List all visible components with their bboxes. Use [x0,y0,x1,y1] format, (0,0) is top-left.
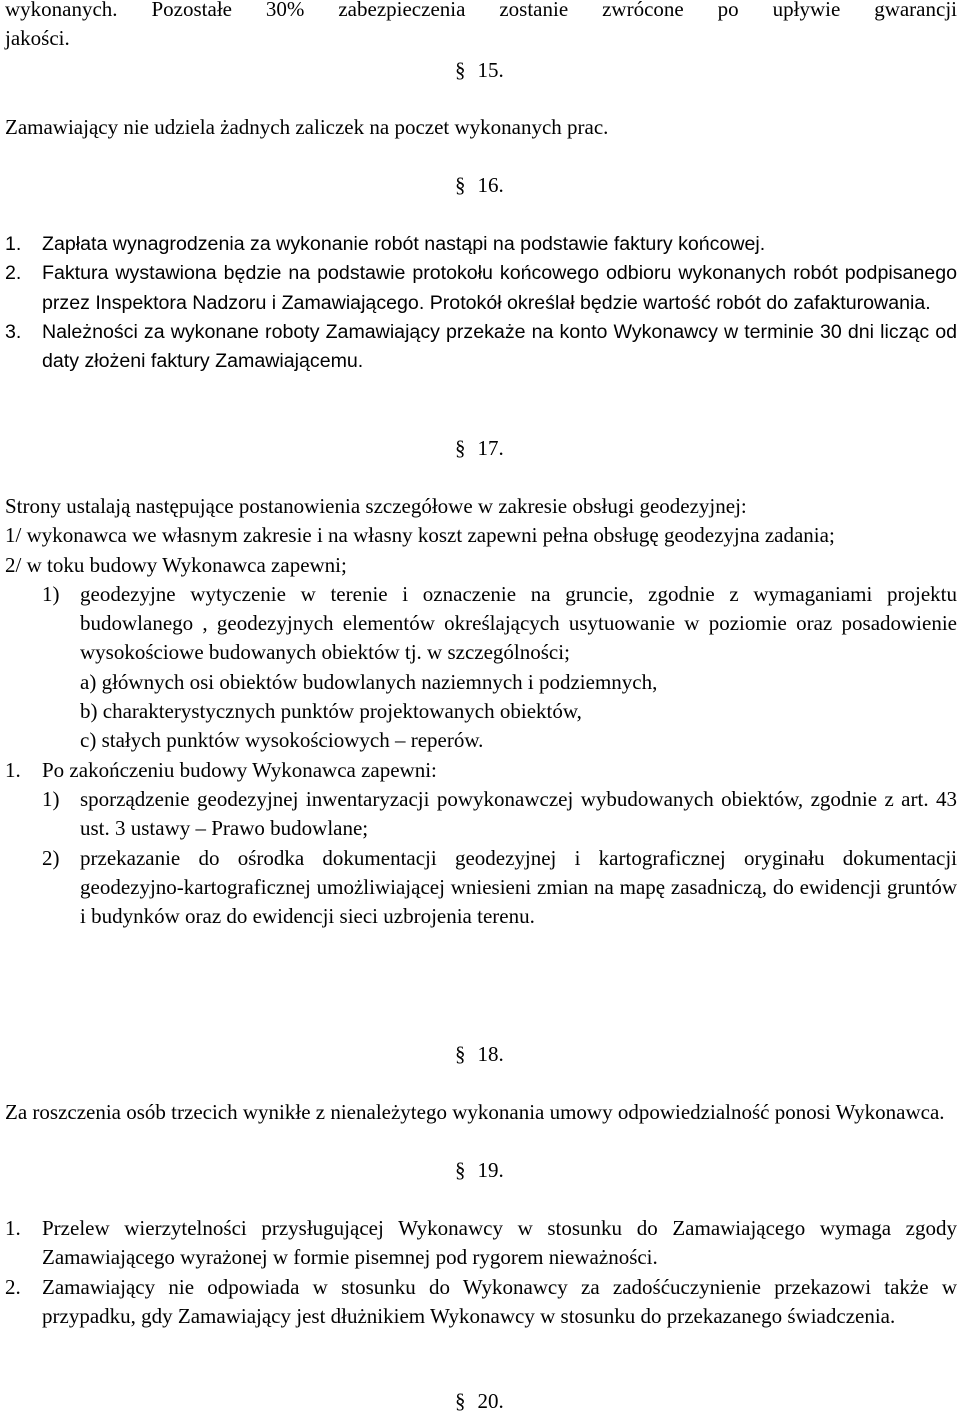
section-18-heading [455,1040,504,1069]
list-item [42,580,957,668]
item-text: Po zakończeniu budowy Wykonawca zapewni: [42,757,437,782]
section-19-heading [455,1156,504,1185]
section-sign: § [455,58,466,82]
top-line-2: jakości. [5,26,70,51]
section-number: 20. [477,1389,504,1413]
item-number: 2. [5,1274,21,1299]
section-sign: § [455,1042,466,1066]
section-number: 17. [477,436,504,460]
section-20-heading [455,1387,504,1416]
list-item [5,230,957,259]
section-16-list [5,230,957,376]
list-item [5,259,957,318]
item-number: 1. [5,1216,21,1240]
item-text: geodezyjne wytyczenie w terenie i oznaczenie na gruncie, zgodnie z wymaganiami projektu budowlanego , geodezyjnych elementów określających usytuowanie w poziomie oraz posadowienie wysokościowe budowanych obiektów tj. w szczególności; [80,581,957,665]
item-number: 3. [5,320,22,343]
section-15-heading [455,56,504,85]
item-text: Faktura wystawiona będzie na podstawie protokołu końcowego odbioru wykonanych robót podpisanego przez Inspektora Nadzoru i Zamawiającego. Protokół określał będzie wartość robót do zafakturowania. [42,262,957,314]
list-item [5,1273,957,1332]
section-15-text: Zamawiający nie udziela żadnych zaliczek na poczet wykonanych prac. [5,115,609,139]
section-sign: § [455,436,466,460]
clause-2: 2/ w toku budowy Wykonawca zapewni; [5,552,347,577]
item-number: 2) [42,845,60,870]
completion-subitems [5,785,957,931]
section-sign: § [455,1158,466,1182]
list-item-c: c) stałych punktów wysokościowych – reperów. [80,728,484,753]
item-text: Należności za wykonane roboty Zamawiający przekaże na konto Wykonawcy w terminie 30 dni licząc od daty złożeni faktury Zamawiającemu. [42,320,957,373]
clause-2-subitems [5,580,957,756]
section-number: 18. [477,1042,504,1066]
item-text: Zamawiający nie odpowiada w stosunku do Wykonawcy za zadośćuczynienie przekazowi także w przypadku, gdy Zamawiający jest dłużnikiem Wykonawcy w stosunku do przekazanego świadczenia. [42,1274,957,1328]
top-line-1: wykonanych. Pozostałe 30% zabezpieczenia zostanie zwrócone po upływie gwarancji [5,0,957,21]
list-item [5,1214,957,1273]
section-15-paragraph [5,113,957,142]
section-16-heading [455,171,504,200]
section-17-intro: Strony ustalają następujące postanowienia szczegółowe w zakresie obsługi geodezyjnej: [5,494,747,518]
section-sign: § [455,173,466,197]
letter-list [42,668,957,756]
section-sign: § [455,1389,466,1413]
list-item-b: b) charakterystycznych punktów projektowanych obiektów, [80,699,582,724]
item-number: 2. [5,262,22,285]
item-number: 1) [42,581,60,606]
section-17-heading [455,434,504,463]
list-item [5,318,957,377]
list-item-a: a) głównych osi obiektów budowlanych naziemnych i podziemnych, [80,669,658,694]
section-18-text: Za roszczenia osób trzecich wynikłe z nienależytego wykonania umowy odpowiedzialność ponosi Wykonawca. [5,1100,945,1124]
list-item [42,785,957,844]
section-17-body [5,492,957,931]
section-number: 15. [477,58,504,82]
top-paragraph [5,0,957,54]
section-19-list [5,1214,957,1331]
list-item [42,844,957,932]
section-number: 19. [477,1158,504,1182]
item-number: 1. [5,233,22,255]
list-item [5,756,957,785]
item-text: Przelew wierzytelności przysługującej Wykonawcy w stosunku do Zamawiającego wymaga zgody Zamawiającego wyrażonej w formie pisemnej pod rygorem nieważności. [42,1216,957,1270]
section-18-paragraph [5,1098,957,1127]
item-number: 1) [42,786,60,811]
item-text: Zapłata wynagrodzenia za wykonanie robót nastąpi na podstawie faktury końcowej. [42,233,766,255]
clause-1: 1/ wykonawca we własnym zakresie i na własny koszt zapewni pełna obsługę geodezyjna zadania; [5,523,835,548]
item-text: przekazanie do ośrodka dokumentacji geodezyjnej i kartograficznej oryginału dokumentacji geodezyjno-kartograficznej umożliwiającej wniesieni zmian na mapę zasadniczą, do ewidencji gruntów i budynków oraz do ewidencji sieci uzbrojenia terenu. [80,845,957,929]
item-number: 1. [5,757,21,782]
item-text: sporządzenie geodezyjnej inwentaryzacji powykonawczej wybudowanych obiektów, zgodnie z art. 43 ust. 3 ustawy – Prawo budowlane; [80,786,957,841]
section-number: 16. [477,173,504,197]
